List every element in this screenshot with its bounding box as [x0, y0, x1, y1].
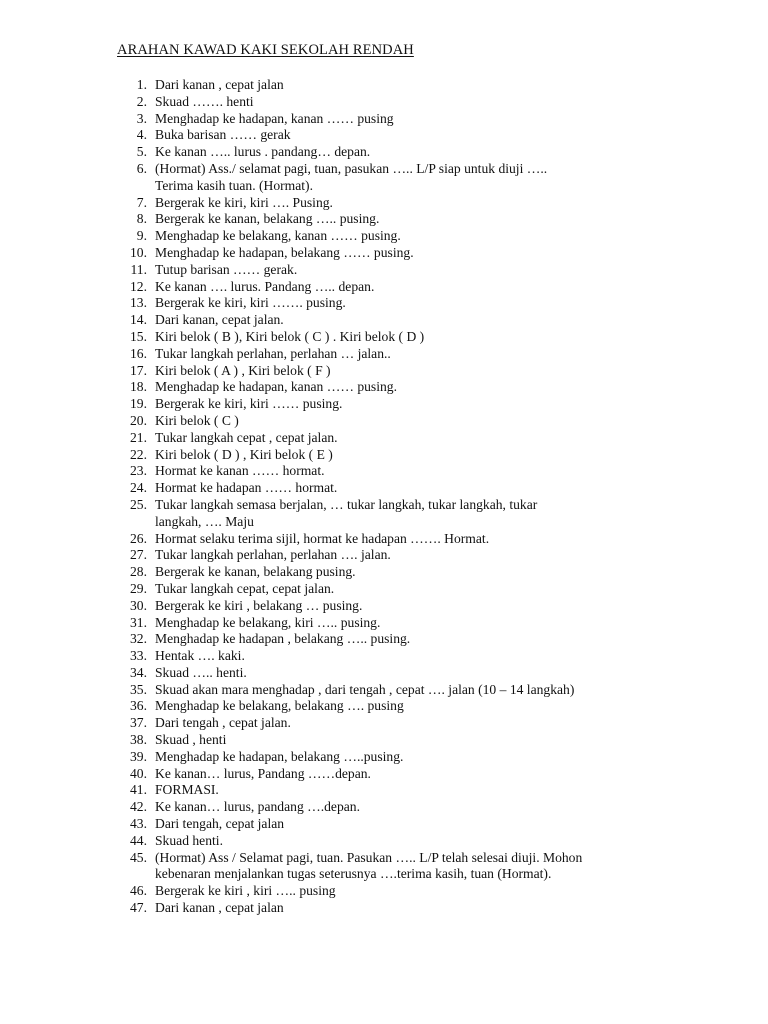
item-number: 2.: [136, 93, 147, 109]
item-text: [155, 363, 331, 380]
item-number: 19.: [130, 396, 147, 412]
item-text: [155, 631, 410, 648]
item-number: 22.: [130, 446, 147, 462]
item-text-line: Hormat selaku terima sijil, hormat ke hadapan ……. Hormat.: [155, 530, 490, 546]
item-number: 16.: [130, 345, 147, 361]
item-text-line: Tukar langkah cepat , cepat jalan.: [155, 429, 338, 445]
item-text: [155, 581, 334, 598]
item-text-line: Buka barisan …… gerak: [155, 127, 291, 143]
item-text: [155, 547, 391, 564]
item-number: 33.: [130, 648, 147, 664]
item-text: [155, 396, 342, 413]
item-text: [155, 295, 346, 312]
item-text-line: Dari tengah, cepat jalan: [155, 816, 285, 832]
list-item: [0, 816, 768, 833]
item-text-line: Kiri belok ( D ) , Kiri belok ( E ): [155, 446, 333, 462]
list-item: [0, 497, 768, 531]
item-text-line: Kiri belok ( A ) , Kiri belok ( F ): [155, 362, 331, 378]
item-number: 21.: [130, 429, 147, 445]
list-item: [0, 581, 768, 598]
item-text: [155, 531, 489, 548]
list-item: [0, 144, 768, 161]
item-number: 46.: [130, 883, 147, 899]
item-text-line: Tukar langkah semasa berjalan, … tukar langkah, tukar langkah, tukar: [155, 496, 538, 512]
item-text: [155, 883, 336, 900]
list-item: [0, 329, 768, 346]
item-number: 45.: [130, 849, 147, 865]
item-text-line: (Hormat) Ass / Selamat pagi, tuan. Pasukan ….. L/P telah selesai diuji. Mohon: [155, 849, 583, 865]
list-item: [0, 850, 768, 884]
item-number: 12.: [130, 278, 147, 294]
item-number: 36.: [130, 698, 147, 714]
item-number: 23.: [130, 463, 147, 479]
item-text: [155, 732, 226, 749]
item-text-line: Ke kanan …. lurus. Pandang ….. depan.: [155, 278, 375, 294]
item-text: [155, 329, 424, 346]
item-number: 15.: [130, 328, 147, 344]
item-text: [155, 413, 239, 430]
item-number: 8.: [136, 211, 147, 227]
item-text: [155, 379, 397, 396]
item-number: 13.: [130, 295, 147, 311]
list-item: [0, 883, 768, 900]
item-number: 42.: [130, 799, 147, 815]
item-text-line: Menghadap ke hadapan, belakang …..pusing.: [155, 748, 404, 764]
item-text-line: Hentak …. kaki.: [155, 648, 245, 664]
item-text: [155, 312, 284, 329]
list-item: [0, 111, 768, 128]
item-number: 38.: [130, 732, 147, 748]
item-text: [155, 228, 401, 245]
item-text-line: Ke kanan… lurus, Pandang ……depan.: [155, 765, 371, 781]
item-text: [155, 346, 391, 363]
item-text: [155, 648, 245, 665]
item-text: [155, 447, 333, 464]
item-text-line: Dari kanan , cepat jalan: [155, 77, 284, 92]
item-text: [155, 850, 582, 884]
item-text-line: Skuad akan mara menghadap , dari tengah , cepat …. jalan (10 – 14 langkah): [155, 681, 575, 697]
list-item: [0, 346, 768, 363]
item-text: [155, 598, 362, 615]
list-item: [0, 279, 768, 296]
item-text-line: Ke kanan… lurus, pandang ….depan.: [155, 799, 360, 815]
list-item: [0, 531, 768, 548]
item-text-line: Bergerak ke kanan, belakang pusing.: [155, 564, 356, 580]
item-number: 28.: [130, 564, 147, 580]
item-number: 25.: [130, 496, 147, 512]
item-number: 7.: [136, 194, 147, 210]
item-text: [155, 698, 404, 715]
item-text: [155, 833, 223, 850]
list-item: [0, 413, 768, 430]
item-text-line: Menghadap ke hadapan, belakang …… pusing.: [155, 244, 414, 260]
list-item: [0, 228, 768, 245]
item-number: 40.: [130, 765, 147, 781]
item-number: 44.: [130, 832, 147, 848]
item-text: [155, 144, 370, 161]
item-text: [155, 497, 537, 531]
item-number: 37.: [130, 715, 147, 731]
item-text-line: Menghadap ke belakang, kanan …… pusing.: [155, 228, 401, 244]
list-item: [0, 615, 768, 632]
item-number: 4.: [136, 127, 147, 143]
item-number: 1.: [136, 77, 147, 92]
list-item: [0, 665, 768, 682]
item-text-line: Skuad , henti: [155, 732, 227, 748]
item-text: [155, 111, 394, 128]
list-item: [0, 682, 768, 699]
list-item: [0, 161, 768, 195]
item-text-line: Skuad ……. henti: [155, 93, 254, 109]
item-text-line: (Hormat) Ass./ selamat pagi, tuan, pasukan ….. L/P siap untuk diuji …..: [155, 160, 548, 176]
list-item: [0, 547, 768, 564]
item-number: 20.: [130, 412, 147, 428]
item-number: 34.: [130, 664, 147, 680]
item-text-line: Bergerak ke kanan, belakang ….. pusing.: [155, 211, 380, 227]
item-text-line: FORMASI.: [155, 782, 219, 798]
list-item: [0, 900, 768, 917]
item-number: 14.: [130, 312, 147, 328]
list-item: [0, 312, 768, 329]
item-text-line: Terima kasih tuan. (Hormat).: [155, 177, 313, 193]
list-item: [0, 363, 768, 380]
item-text: [155, 430, 338, 447]
item-number: 30.: [130, 597, 147, 613]
item-text-line: Kiri belok ( C ): [155, 412, 239, 428]
item-number: 17.: [130, 362, 147, 378]
item-text: [155, 564, 356, 581]
item-text: [155, 262, 297, 279]
item-number: 6.: [136, 160, 147, 176]
item-number: 26.: [130, 530, 147, 546]
item-text-line: Bergerak ke kiri, kiri …. Pusing.: [155, 194, 333, 210]
item-text-line: Skuad ….. henti.: [155, 664, 247, 680]
item-text-line: Bergerak ke kiri , belakang … pusing.: [155, 597, 363, 613]
list-item: [0, 631, 768, 648]
item-number: 3.: [136, 110, 147, 126]
item-text: [155, 245, 414, 262]
item-text-line: Menghadap ke belakang, belakang …. pusing: [155, 698, 404, 714]
item-text-line: Menghadap ke belakang, kiri ….. pusing.: [155, 614, 381, 630]
item-text: [155, 77, 284, 94]
item-text-line: Tukar langkah cepat, cepat jalan.: [155, 580, 335, 596]
item-number: 41.: [130, 782, 147, 798]
item-number: 10.: [130, 244, 147, 260]
item-text-line: Tukar langkah perlahan, perlahan … jalan..: [155, 345, 391, 361]
item-text-line: Hormat ke kanan …… hormat.: [155, 463, 325, 479]
list-item: [0, 648, 768, 665]
item-text: [155, 766, 371, 783]
command-list: [0, 77, 768, 917]
item-text: [155, 211, 379, 228]
item-number: 18.: [130, 379, 147, 395]
item-text: [155, 463, 325, 480]
item-number: 29.: [130, 580, 147, 596]
item-text-line: langkah, …. Maju: [155, 513, 254, 529]
item-number: 35.: [130, 681, 147, 697]
item-text: [155, 715, 291, 732]
item-number: 11.: [130, 261, 147, 277]
item-number: 27.: [130, 547, 147, 563]
list-item: [0, 698, 768, 715]
list-item: [0, 447, 768, 464]
list-item: [0, 195, 768, 212]
item-text-line: Tukar langkah perlahan, perlahan …. jalan.: [155, 547, 391, 563]
list-item: [0, 463, 768, 480]
item-number: 9.: [136, 228, 147, 244]
list-item: [0, 295, 768, 312]
item-text-line: Dari tengah , cepat jalan.: [155, 715, 291, 731]
item-text-line: Bergerak ke kiri, kiri …… pusing.: [155, 396, 343, 412]
item-text-line: Kiri belok ( B ), Kiri belok ( C ) . Kiri belok ( D ): [155, 328, 425, 344]
list-item: [0, 732, 768, 749]
item-text: [155, 665, 247, 682]
list-item: [0, 749, 768, 766]
item-text-line: Tutup barisan …… gerak.: [155, 261, 298, 277]
item-text-line: Skuad henti.: [155, 832, 223, 848]
item-text: [155, 94, 254, 111]
item-text: [155, 799, 360, 816]
list-item: [0, 782, 768, 799]
item-text-line: Dari kanan, cepat jalan.: [155, 312, 284, 328]
document-title: ARAHAN KAWAD KAKI SEKOLAH RENDAH: [117, 42, 414, 58]
list-item: [0, 127, 768, 144]
item-text: [155, 782, 219, 799]
item-text-line: kebenaran menjalankan tugas seterusnya ….terima kasih, tuan (Hormat).: [155, 866, 552, 882]
list-item: [0, 715, 768, 732]
item-number: 32.: [130, 631, 147, 647]
list-item: [0, 262, 768, 279]
list-item: [0, 564, 768, 581]
list-item: [0, 94, 768, 111]
item-text: [155, 127, 291, 144]
item-number: 24.: [130, 480, 147, 496]
item-text: [155, 195, 333, 212]
list-item: [0, 766, 768, 783]
list-item: [0, 833, 768, 850]
item-number: 31.: [130, 614, 147, 630]
item-text: [155, 161, 547, 195]
item-text-line: Menghadap ke hadapan, kanan …… pusing.: [155, 379, 397, 395]
list-item: [0, 245, 768, 262]
list-item: [0, 211, 768, 228]
item-text: [155, 900, 284, 917]
item-number: 39.: [130, 748, 147, 764]
item-text: [155, 816, 284, 833]
list-item: [0, 480, 768, 497]
item-number: 43.: [130, 816, 147, 832]
item-text: [155, 279, 374, 296]
item-text: [155, 682, 574, 699]
list-item: [0, 799, 768, 816]
item-text: [155, 615, 380, 632]
item-text-line: Bergerak ke kiri , kiri ….. pusing: [155, 883, 336, 899]
item-number: 47.: [130, 900, 147, 916]
item-text-line: Bergerak ke kiri, kiri ……. pusing.: [155, 295, 346, 311]
list-item: [0, 430, 768, 447]
list-item: [0, 396, 768, 413]
list-item: [0, 379, 768, 396]
item-text-line: Hormat ke hadapan …… hormat.: [155, 480, 338, 496]
item-number: 5.: [136, 144, 147, 160]
item-text-line: Ke kanan ….. lurus . pandang… depan.: [155, 144, 371, 160]
list-item: [0, 598, 768, 615]
item-text-line: Menghadap ke hadapan , belakang ….. pusing.: [155, 631, 411, 647]
item-text-line: Menghadap ke hadapan, kanan …… pusing: [155, 110, 394, 126]
item-text: [155, 480, 337, 497]
item-text: [155, 749, 403, 766]
list-item: [0, 77, 768, 94]
item-text-line: Dari kanan , cepat jalan: [155, 900, 284, 916]
